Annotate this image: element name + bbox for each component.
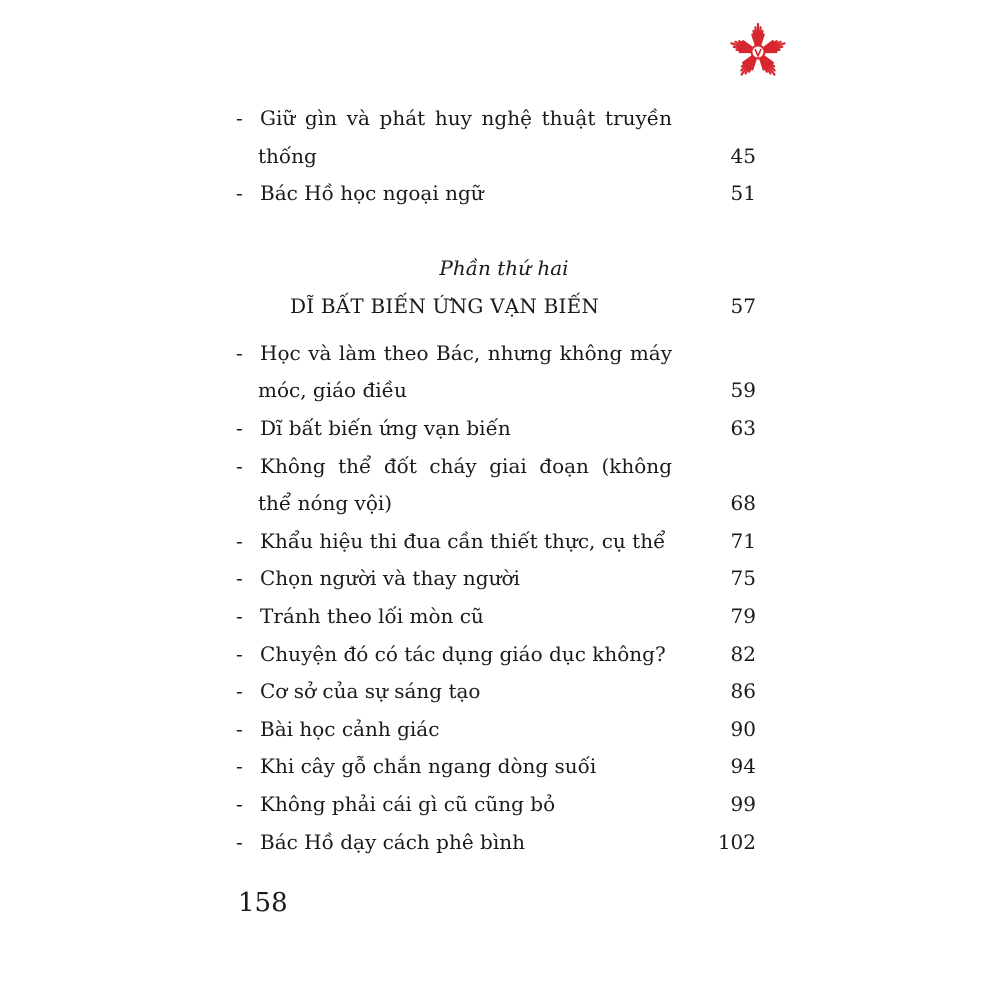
entry-page-number: 86 bbox=[730, 679, 756, 704]
entry-title: Bài học cảnh giác bbox=[260, 716, 440, 741]
toc-entry bbox=[236, 523, 758, 561]
part-page-number: 57 bbox=[730, 293, 756, 318]
entry-title-continued: móc, giáo điều bbox=[258, 378, 407, 403]
toc-entry bbox=[236, 175, 758, 213]
toc-entry-group-part-two bbox=[236, 335, 758, 861]
entry-title: Chọn người và thay người bbox=[260, 566, 520, 591]
part-heading bbox=[236, 287, 758, 325]
entry-title: Bác Hồ học ngoại ngữ bbox=[260, 181, 484, 206]
entry-dash: - bbox=[236, 106, 243, 130]
entry-page-number: 71 bbox=[730, 528, 756, 553]
entry-dash: - bbox=[236, 415, 243, 440]
toc-entry bbox=[236, 335, 758, 373]
entry-title: Khẩu hiệu thi đua cần thiết thực, cụ thể bbox=[260, 528, 666, 553]
toc-entry bbox=[236, 598, 758, 636]
toc-entry-continued bbox=[236, 485, 758, 523]
entry-dash: - bbox=[236, 181, 243, 206]
entry-title-continued: thể nóng vội) bbox=[258, 491, 393, 516]
toc-entry bbox=[236, 560, 758, 598]
entry-title: Chuyện đó có tác dụng giáo dục không? bbox=[260, 641, 666, 666]
entry-dash: - bbox=[236, 679, 243, 704]
toc-entry bbox=[236, 636, 758, 674]
entry-dash: - bbox=[236, 716, 243, 741]
entry-title: Học và làm theo Bác, nhưng không máy bbox=[260, 340, 672, 365]
entry-dash: - bbox=[236, 453, 243, 478]
entry-page-number: 102 bbox=[717, 829, 756, 854]
entry-page-number: 90 bbox=[730, 716, 756, 741]
toc-entry-group-top bbox=[236, 100, 758, 213]
toc-entry bbox=[236, 711, 758, 749]
entry-page-number: 68 bbox=[730, 491, 756, 516]
entry-page-number: 82 bbox=[730, 641, 756, 666]
toc-entry-continued bbox=[236, 372, 758, 410]
toc-entry bbox=[236, 824, 758, 862]
entry-title: Bác Hồ dạy cách phê bình bbox=[260, 829, 525, 854]
entry-page-number: 94 bbox=[730, 754, 756, 779]
entry-title: Khi cây gỗ chắn ngang dòng suối bbox=[260, 754, 597, 779]
toc-entry-continued bbox=[236, 138, 758, 176]
toc-entry bbox=[236, 748, 758, 786]
entry-page-number: 79 bbox=[730, 603, 756, 628]
entry-dash: - bbox=[236, 566, 243, 591]
entry-title: Không phải cái gì cũ cũng bỏ bbox=[260, 791, 556, 816]
part-label: Phần thứ hai bbox=[439, 255, 569, 280]
page-number-folio: 158 bbox=[238, 888, 288, 918]
entry-dash: - bbox=[236, 829, 243, 854]
entry-page-number: 59 bbox=[730, 378, 756, 403]
entry-dash: - bbox=[236, 603, 243, 628]
entry-title: Cơ sở của sự sáng tạo bbox=[260, 679, 481, 704]
publisher-star-logo-icon bbox=[728, 22, 788, 82]
entry-page-number: 45 bbox=[730, 143, 756, 168]
entry-title: Tránh theo lối mòn cũ bbox=[260, 603, 484, 628]
table-of-contents bbox=[236, 100, 758, 861]
toc-entry bbox=[236, 100, 758, 138]
toc-entry bbox=[236, 786, 758, 824]
entry-page-number: 51 bbox=[730, 181, 756, 206]
entry-dash: - bbox=[236, 340, 243, 365]
entry-page-number: 99 bbox=[730, 791, 756, 816]
entry-page-number: 63 bbox=[730, 415, 756, 440]
entry-title: Giữ gìn và phát huy nghệ thuật truyền bbox=[260, 106, 672, 130]
toc-entry bbox=[236, 673, 758, 711]
entry-title: Không thể đốt cháy giai đoạn (không bbox=[260, 453, 672, 478]
entry-dash: - bbox=[236, 641, 243, 666]
entry-dash: - bbox=[236, 791, 243, 816]
entry-dash: - bbox=[236, 528, 243, 553]
entry-dash: - bbox=[236, 754, 243, 779]
part-title: DĨ BẤT BIẾN ỨNG VẠN BIẾN bbox=[290, 293, 600, 318]
entry-title-continued: thống bbox=[258, 143, 317, 168]
entry-title: Dĩ bất biến ứng vạn biến bbox=[260, 415, 511, 440]
entry-page-number: 75 bbox=[730, 566, 756, 591]
toc-entry bbox=[236, 448, 758, 486]
toc-entry bbox=[236, 410, 758, 448]
